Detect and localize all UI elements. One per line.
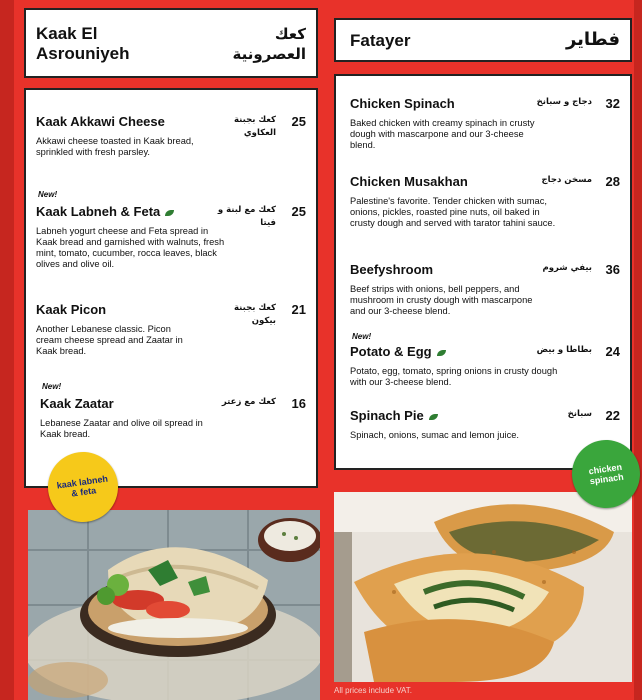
item-name: Beefyshroom — [350, 262, 434, 277]
item-description: Lebanese Zaatar and olive oil spread in Kaak bread. — [40, 418, 203, 439]
fatayer-illustration — [334, 492, 632, 682]
vegetarian-leaf-icon — [165, 210, 174, 216]
fatayer-photo — [334, 492, 632, 682]
item-price: 24 — [605, 344, 620, 359]
kaak-sandwich-photo — [28, 510, 320, 700]
new-tag: New! — [42, 382, 62, 391]
item-name-ar: مسخن دجاج — [541, 175, 592, 185]
item-description: Beef strips with onions, bell peppers, and mushroom in crusty dough with mascarpone and our 3-cheese blend. — [350, 284, 533, 316]
item-price: 32 — [605, 96, 620, 111]
right-edge-strip — [634, 0, 642, 700]
item-price: 16 — [291, 396, 306, 411]
item-name: Chicken Spinach — [350, 96, 455, 111]
item-name-ar: دجاج و سبانخ — [536, 97, 592, 107]
item-price: 21 — [291, 302, 306, 317]
new-tag: New! — [352, 332, 372, 341]
item-description: Another Lebanese classic. Picon cream cheese spread and Zaatar in Kaak bread. — [36, 324, 183, 356]
item-description: Spinach, onions, sumac and lemon juice. — [350, 430, 519, 440]
item-price: 36 — [605, 262, 620, 277]
new-tag: New! — [38, 190, 58, 199]
chicken-spinach-badge: chicken spinach — [568, 436, 642, 513]
item-description: Labneh yogurt cheese and Feta spread in Kaak bread and garnished with walnuts, fresh mint, tomato, cucumber, rocca leaves, black olives and olive oil. — [36, 226, 225, 269]
kaak-sandwich-illustration — [28, 510, 320, 700]
item-name-ar: كعك بجبنة بيكون — [233, 303, 276, 326]
item-name-row — [36, 204, 174, 219]
left-edge-strip — [0, 0, 14, 700]
item-price: 22 — [605, 408, 620, 423]
vegetarian-leaf-icon — [437, 350, 446, 356]
right-menu-box — [334, 74, 632, 470]
item-name-ar: كعك مع زعتر — [221, 397, 276, 407]
item-name-ar: بطاطا و بيض — [536, 345, 592, 355]
right-section-title: Fatayer — [350, 31, 411, 50]
item-description: Potato, egg, tomato, spring onions in crusty dough with our 3-cheese blend. — [350, 366, 558, 387]
item-name: Kaak Labneh & Feta — [36, 204, 161, 219]
item-price: 28 — [605, 174, 620, 189]
item-name: Kaak Akkawi Cheese — [36, 114, 165, 129]
kaak-labneh-feta-badge: kaak labneh & feta — [43, 447, 122, 526]
item-name: Kaak Zaatar — [40, 396, 114, 411]
item-description: Palestine's favorite. Tender chicken with sumac, onions, pickles, roasted pine nuts, oil baked in crusty dough and served with tarator tahini sauce. — [350, 196, 556, 228]
left-header-box — [24, 8, 318, 78]
left-section-title: Kaak El Asrouniyeh — [36, 24, 130, 63]
right-header-box — [334, 18, 632, 62]
item-description: Baked chicken with creamy spinach in crusty dough with mascarpone and our 3-cheese blend. — [350, 118, 535, 150]
right-section-title-ar: فطاير — [565, 29, 620, 50]
left-menu-box — [24, 88, 318, 488]
item-name: Kaak Picon — [36, 302, 107, 317]
item-name-ar: سبانخ — [567, 409, 592, 419]
vegetarian-leaf-icon — [429, 414, 438, 420]
item-price: 25 — [291, 114, 306, 129]
item-name-ar: كعك بجبنة العكاوي — [233, 115, 276, 138]
item-name: Potato & Egg — [350, 344, 432, 359]
item-name: Spinach Pie — [350, 408, 424, 423]
left-section-title-ar: كعك العصرونية — [232, 25, 306, 63]
vat-note: All prices include VAT. — [334, 686, 412, 695]
item-name: Chicken Musakhan — [350, 174, 468, 189]
item-name-ar: كعك مع لبنة و فيتا — [217, 205, 276, 228]
item-price: 25 — [291, 204, 306, 219]
item-name-row — [350, 408, 438, 423]
item-name-row — [350, 344, 446, 359]
item-description: Akkawi cheese toasted in Kaak bread, sprinkled with fresh parsley. — [36, 136, 194, 157]
item-name-ar: بيفي شروم — [542, 263, 592, 273]
